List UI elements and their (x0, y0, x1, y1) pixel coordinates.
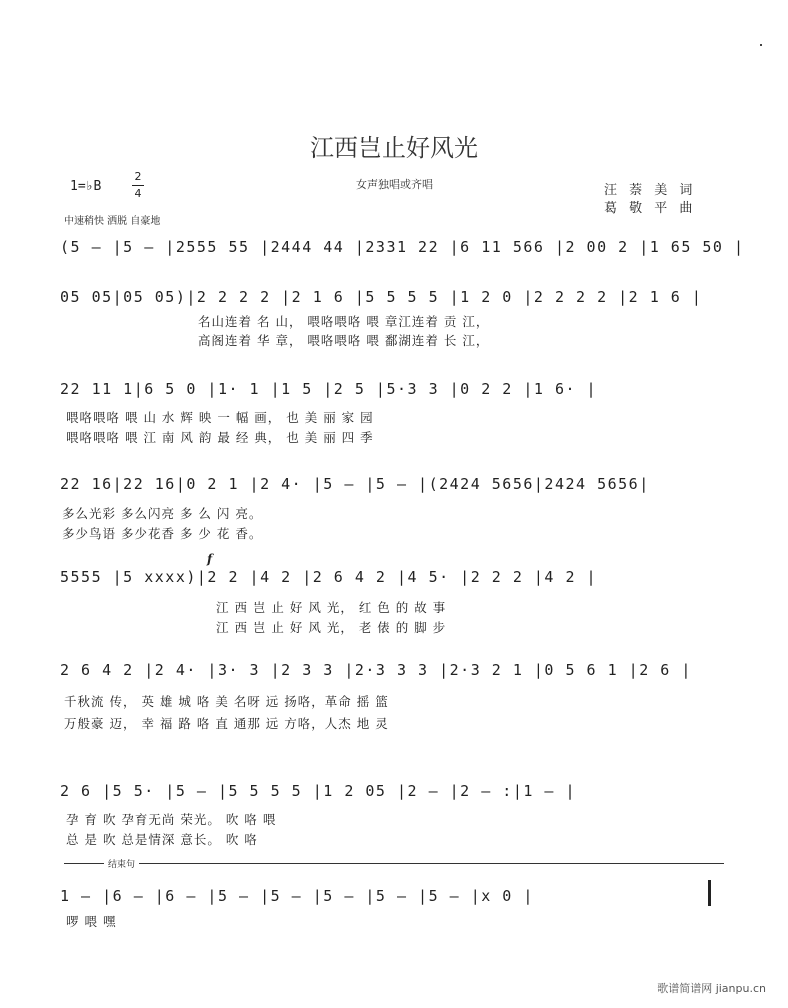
score-row-6 (60, 661, 692, 679)
composer-credit: 葛 敬 平 曲 (604, 201, 697, 216)
score-row-7 (60, 782, 576, 800)
lyric-row-2-verse-1: 名山连着 名 山， 喂咯喂咯 喂 章江连着 贡 江， (198, 314, 490, 329)
notes: 2 6 4 2 |2 4· |3· 3 |2 3 3 |2·3 3 3 |2·3 2 1 |0 5 6 1 |2 6 | (60, 661, 692, 679)
final-barline (708, 880, 711, 906)
lyricist-credit: 汪 萘 美 词 (604, 183, 697, 198)
credits (604, 182, 696, 218)
lyric-row-4-verse-1: 多么光彩 多么闪亮 多 么 闪 亮。 (62, 506, 263, 521)
meter-top: 2 (134, 170, 142, 183)
lyric-row-7-verse-1: 孕 育 吹 孕育无尚 荣光。 吹 咯 喂 (66, 812, 277, 827)
dynamic-forte: f (207, 552, 213, 566)
lyric-row-4-verse-2: 多少鸟语 多少花香 多 少 花 香。 (62, 526, 263, 541)
lyric-row-3-verse-1: 喂咯喂咯 喂 山 水 辉 映 一 幅 画， 也 美 丽 家 园 (66, 410, 374, 425)
corner-mark (760, 44, 762, 46)
notes: 22 16|22 16|0 2 1 |2 4· |5 — |5 — |(2424 5656|2424 5656| (60, 475, 650, 493)
meter-bottom: 4 (134, 187, 142, 200)
score-row-8 (60, 887, 534, 905)
key-signature: 1=♭B (70, 179, 102, 194)
lyric-row-6-verse-1: 千秋流 传， 英 雄 城 咯 美 名呀 远 扬咯，革命 摇 篮 (64, 694, 389, 709)
notes: 2 6 |5 5· |5 — |5 5 5 5 |1 2 05 |2 — |2 — :|1 — | (60, 782, 577, 800)
score-row-1 (60, 238, 745, 256)
notes: (5 — |5 — |2555 55 |2444 44 |2331 22 |6 11 566 |2 00 2 |1 65 50 | (60, 238, 745, 256)
score-row-4 (60, 475, 650, 493)
coda-divider (64, 863, 724, 864)
lyric-row-3-verse-2: 喂咯喂咯 喂 江 南 风 韵 最 经 典， 也 美 丽 四 季 (66, 430, 374, 445)
song-title: 江西岂止好风光 (310, 134, 478, 162)
tempo-marking: 中速稍快 洒脱 自豪地 (64, 216, 161, 227)
notes: 5555 |5 xxxx)|2 2 |4 2 |2 6 4 2 |4 5· |2 2 2 |4 2 | (60, 568, 598, 586)
lyric-row-6-verse-2: 万般豪 迈， 幸 福 路 咯 直 通那 远 方咯，人杰 地 灵 (64, 716, 389, 731)
lyric-row-5-verse-1: 江 西 岂 止 好 风 光， 红 色 的 故 事 (216, 600, 447, 615)
site-watermark: 歌谱简谱网 jianpu.cn (657, 982, 766, 995)
lyric-row-8: 啰 喂 嘿 (66, 914, 117, 929)
lyric-row-2-verse-2: 高阁连着 华 章， 喂咯喂咯 喂 鄱湖连着 长 江， (198, 333, 490, 348)
notes: 1 — |6 — |6 — |5 — |5 — |5 — |5 — |5 — |x 0 | (60, 887, 534, 905)
notes: 22 11 1|6 5 0 |1· 1 |1 5 |2 5 |5·3 3 |0 2 2 |1 6· | (60, 380, 598, 398)
lyric-row-7-verse-2: 总 是 吹 总是情深 意长。 吹 咯 (66, 832, 258, 847)
lyric-row-5-verse-2: 江 西 岂 止 好 风 光， 老 俵 的 脚 步 (216, 620, 447, 635)
time-signature (132, 170, 144, 201)
notes: 05 05|05 05)|2 2 2 2 |2 1 6 |5 5 5 5 |1 2 0 |2 2 2 2 |2 1 6 | (60, 288, 703, 306)
coda-label: 结束句 (104, 857, 139, 870)
meter-bar (132, 185, 144, 186)
score-row-5 (60, 568, 597, 586)
score-row-3 (60, 380, 597, 398)
performance-note: 女声独唱或齐唱 (356, 178, 433, 191)
score-row-2 (60, 288, 702, 306)
